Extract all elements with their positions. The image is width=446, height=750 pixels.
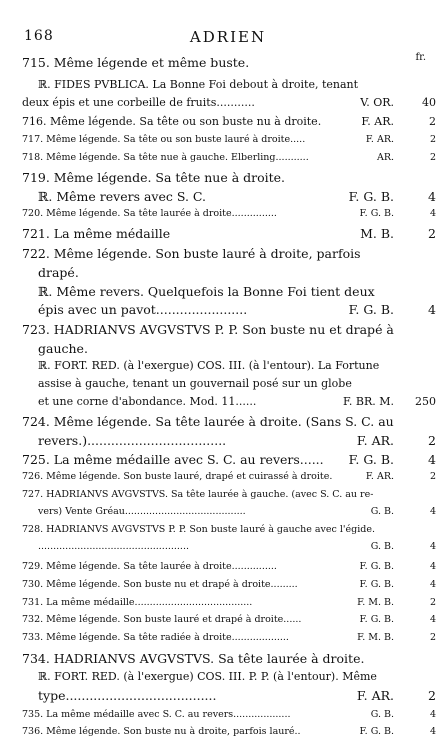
entry-classification: V. OR. bbox=[360, 96, 394, 109]
entry-text: 715. Même légende et même buste. bbox=[22, 55, 250, 70]
entry-text: 727. HADRIANVS AVGVSTVS. Sa tête laurée à gauche. (avec S. C. au re- bbox=[22, 489, 374, 500]
catalogue-line bbox=[38, 78, 394, 91]
entry-text: 729. Même légende. Sa tête laurée à droite............... bbox=[22, 561, 277, 572]
entry-text: 720. Même légende. Sa tête laurée à droite............... bbox=[22, 208, 277, 219]
entry-text: gauche. bbox=[38, 341, 88, 356]
entry-price: 4 bbox=[428, 452, 436, 467]
entry-text: 731. La même médaille....................................... bbox=[22, 597, 253, 608]
entry-classification: G. B. bbox=[370, 541, 394, 552]
entry-text: 734. HADRIANVS AVGVSTVS. Sa tête laurée à droite. bbox=[22, 651, 365, 666]
entry-price: 2 bbox=[429, 471, 436, 482]
entry-price: 2 bbox=[428, 226, 436, 241]
catalogue-line bbox=[22, 322, 394, 337]
entry-price: 4 bbox=[429, 709, 436, 720]
catalogue-line bbox=[22, 632, 394, 643]
entry-text: épis avec un pavot....................... bbox=[38, 302, 248, 317]
entry-classification: F. AR. bbox=[365, 471, 394, 482]
catalogue-line bbox=[22, 452, 394, 467]
entry-classification: F. AR. bbox=[356, 433, 394, 448]
entry-price: 4 bbox=[429, 208, 436, 219]
entry-price: 2 bbox=[429, 115, 436, 128]
entry-classification: M. B. bbox=[360, 226, 394, 241]
catalogue-line bbox=[22, 96, 394, 109]
entry-text: deux épis et une corbeille de fruits........... bbox=[22, 96, 255, 109]
catalogue-line bbox=[38, 395, 394, 408]
catalogue-line bbox=[22, 246, 394, 261]
entry-price: 4 bbox=[428, 189, 436, 204]
catalogue-line bbox=[22, 115, 394, 128]
entry-text: ℝ. FORT. RED. (à l'exergue) COS. III. (à l'entour). La Fortune bbox=[38, 359, 380, 372]
entry-classification: F. G. B. bbox=[359, 561, 394, 572]
catalogue-line bbox=[38, 506, 394, 517]
entry-classification: F. G. B. bbox=[348, 302, 394, 317]
entry-text: 730. Même légende. Son buste nu et drapé à droite......... bbox=[22, 579, 298, 590]
entry-text: et une corne d'abondance. Mod. 11...... bbox=[38, 395, 257, 408]
entry-price: 2 bbox=[429, 134, 436, 145]
entry-text: 718. Même légende. Sa tête nue à gauche. Elberling........... bbox=[22, 152, 309, 163]
entry-text: 717. Même légende. Sa tête ou son buste lauré à droite..... bbox=[22, 134, 306, 145]
entry-price: 2 bbox=[428, 433, 436, 448]
entry-text: 732. Même légende. Son buste lauré et drapé à droite...... bbox=[22, 614, 302, 625]
entry-text: 721. La même médaille bbox=[22, 226, 171, 241]
entry-price: 4 bbox=[429, 579, 436, 590]
catalogue-line bbox=[38, 284, 394, 299]
catalogue-line bbox=[22, 614, 394, 625]
entry-text: type...................................... bbox=[38, 688, 217, 703]
entry-text: ℝ. Même revers. Quelquefois la Bonne Foi tient deux bbox=[38, 284, 375, 299]
entry-text: vers) Vente Gréau........................................ bbox=[38, 506, 246, 517]
entry-price: 2 bbox=[429, 152, 436, 163]
entry-text: revers.)................................... bbox=[38, 433, 227, 448]
entry-price: 4 bbox=[429, 541, 436, 552]
catalogue-line bbox=[22, 561, 394, 572]
catalogue-line bbox=[22, 597, 394, 608]
entry-classification: F. G. B. bbox=[348, 189, 394, 204]
catalogue-line bbox=[38, 302, 394, 317]
entry-classification: F. M. B. bbox=[357, 597, 394, 608]
catalogue-line bbox=[38, 433, 394, 448]
catalogue-line bbox=[38, 377, 394, 390]
catalogue-line bbox=[38, 541, 394, 552]
catalogue-line bbox=[22, 414, 394, 429]
entry-price: 4 bbox=[429, 614, 436, 625]
entry-text: 724. Même légende. Sa tête laurée à droite. (Sans S. C. au bbox=[22, 414, 394, 429]
entry-classification: F. M. B. bbox=[357, 632, 394, 643]
catalogue-line bbox=[38, 670, 394, 683]
entry-classification: F. G. B. bbox=[359, 579, 394, 590]
catalogue-line bbox=[22, 524, 394, 535]
catalogue-line bbox=[38, 189, 394, 204]
entry-price: 2 bbox=[428, 688, 436, 703]
catalogue-line bbox=[22, 226, 394, 241]
entry-text: 728. HADRIANVS AVGVSTVS P. P. Son buste lauré à gauche avec l'égide. bbox=[22, 524, 375, 535]
entry-price: 2 bbox=[429, 597, 436, 608]
entry-classification: F. G. B. bbox=[359, 208, 394, 219]
catalogue-line bbox=[22, 170, 394, 185]
catalogue-line bbox=[22, 152, 394, 163]
entry-classification: F. G. B. bbox=[359, 726, 394, 737]
entry-price: 4 bbox=[428, 302, 436, 317]
catalogue-line bbox=[38, 341, 394, 356]
entry-price: 2 bbox=[429, 632, 436, 643]
entry-text: 723. HADRIANVS AVGVSTVS P. P. Son buste nu et drapé à bbox=[22, 322, 394, 337]
page-number: 168 bbox=[24, 28, 54, 44]
entry-text: 736. Même légende. Son buste nu à droite, parfois lauré.. bbox=[22, 726, 301, 737]
catalogue-line bbox=[22, 726, 394, 737]
entry-classification: F. AR. bbox=[365, 134, 394, 145]
entry-text: ℝ. FIDES PVBLICA. La Bonne Foi debout à droite, tenant bbox=[38, 78, 359, 91]
entry-text: 726. Même légende. Son buste lauré, drapé et cuirassé à droite. bbox=[22, 471, 333, 482]
entry-classification: F. BR. M. bbox=[342, 395, 394, 408]
catalogue-line bbox=[22, 709, 394, 720]
catalogue-line bbox=[22, 489, 394, 500]
catalogue-line bbox=[22, 55, 394, 70]
entry-text: .................................................. bbox=[38, 541, 189, 552]
entry-text: ℝ. Même revers avec S. C. bbox=[38, 189, 206, 204]
entry-text: 722. Même légende. Son buste lauré à droite, parfois bbox=[22, 246, 361, 261]
catalogue-line bbox=[38, 359, 394, 372]
entry-text: 735. La même médaille avec S. C. au revers................... bbox=[22, 709, 291, 720]
entry-text: drapé. bbox=[38, 265, 79, 280]
entry-text: assise à gauche, tenant un gouvernail posé sur un globe bbox=[38, 377, 352, 390]
catalogue-line bbox=[22, 579, 394, 590]
entry-price: 4 bbox=[429, 506, 436, 517]
entry-text: 725. La même médaille avec S. C. au revers...... bbox=[22, 452, 324, 467]
entry-text: 733. Même légende. Sa tête radiée à droite................... bbox=[22, 632, 289, 643]
page-title: ADRIEN bbox=[189, 28, 267, 46]
entry-text: 719. Même légende. Sa tête nue à droite. bbox=[22, 170, 286, 185]
entry-classification: F. G. B. bbox=[348, 452, 394, 467]
entry-price: 250 bbox=[415, 395, 436, 408]
entry-classification: F. AR. bbox=[356, 688, 394, 703]
entry-price: 4 bbox=[429, 726, 436, 737]
entry-price: 4 bbox=[429, 561, 436, 572]
catalogue-line bbox=[22, 134, 394, 145]
catalogue-line bbox=[38, 688, 394, 703]
entry-classification: F. G. B. bbox=[359, 614, 394, 625]
entry-classification: AR. bbox=[376, 152, 394, 163]
entry-classification: F. AR. bbox=[361, 115, 394, 128]
catalogue-line bbox=[22, 471, 394, 482]
entry-classification: G. B. bbox=[370, 506, 394, 517]
catalogue-line bbox=[38, 265, 394, 280]
entry-text: 716. Même légende. Sa tête ou son buste nu à droite. bbox=[22, 115, 322, 128]
catalogue-line bbox=[22, 651, 394, 666]
entry-text: ℝ. FORT. RED. (à l'exergue) COS. III. P. P. (à l'entour). Même bbox=[38, 670, 377, 683]
entry-price: 40 bbox=[422, 96, 436, 109]
catalogue-line bbox=[22, 208, 394, 219]
price-column-label: fr. bbox=[415, 52, 426, 63]
entry-classification: G. B. bbox=[370, 709, 394, 720]
